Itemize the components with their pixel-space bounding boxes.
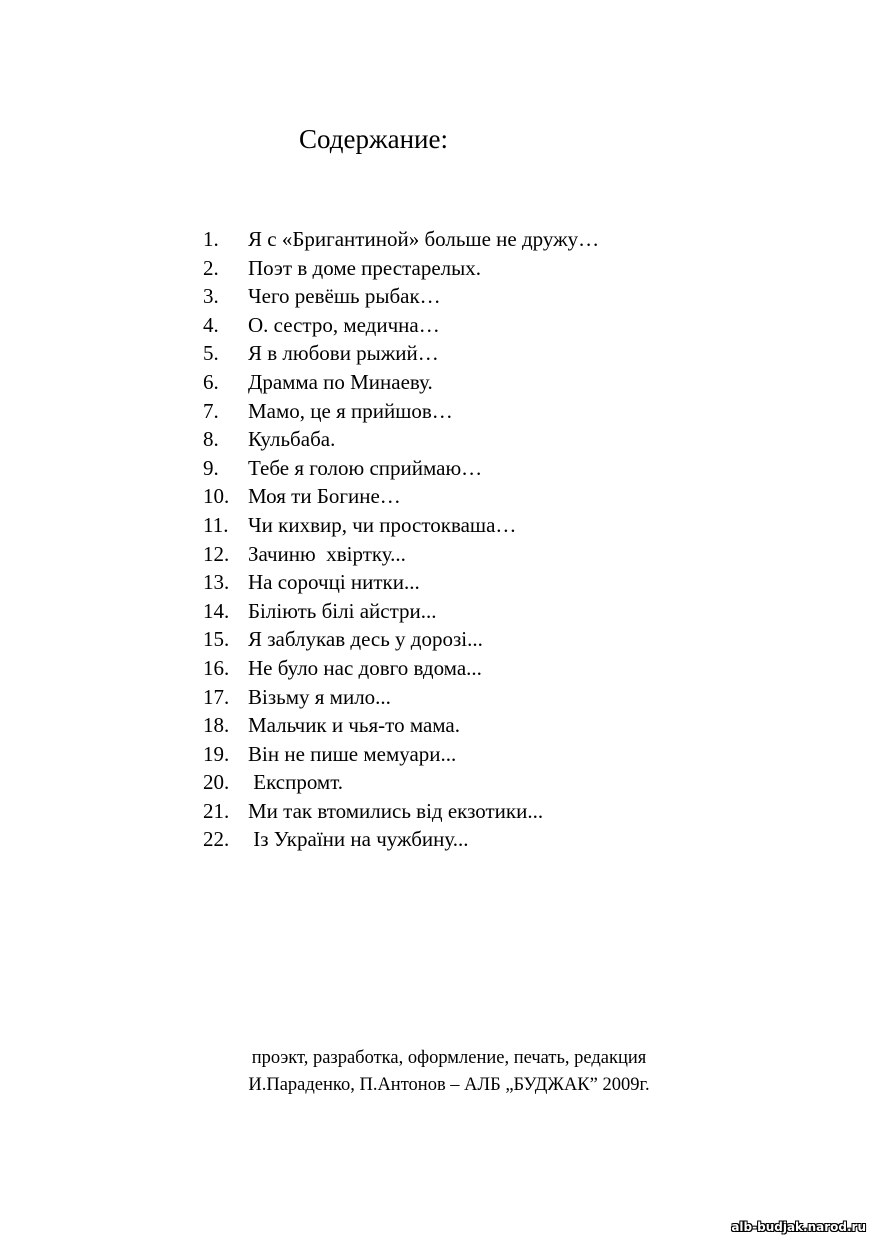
toc-item [203, 568, 599, 597]
toc-item-number: 17. [203, 684, 230, 709]
toc-item-title: Кульбаба. [248, 427, 336, 452]
toc-item-title: Я в любови рыжий… [248, 341, 439, 366]
toc-item-number: 8. [203, 427, 219, 452]
toc-item-title: Драмма по Минаеву. [248, 369, 433, 394]
toc-item-title: Біліють білі айстри... [248, 598, 437, 623]
toc-item-number: 9. [203, 455, 219, 480]
toc-item-number: 5. [203, 341, 219, 366]
toc-item-title: Експромт. [248, 770, 344, 795]
toc-item-number: 14. [203, 598, 230, 623]
toc-item-title: Чего ревёшь рыбак… [248, 284, 441, 309]
toc-item-title: Чи кихвир, чи простокваша… [248, 512, 517, 537]
toc-item [203, 425, 599, 454]
credits-line-1: проэкт, разработка, оформление, печать, редакция [251, 1048, 647, 1068]
toc-item-number: 3. [203, 284, 219, 309]
toc-item [203, 482, 599, 511]
toc-item-number: 16. [203, 655, 230, 680]
toc-item-number: 18. [203, 713, 230, 738]
toc-item [203, 282, 599, 311]
toc-item-number: 15. [203, 627, 230, 652]
toc-item [203, 740, 599, 769]
toc-item-number: 11. [203, 512, 229, 537]
toc-item [203, 797, 599, 826]
toc-item-title: Я заблукав десь у дорозі... [248, 627, 483, 652]
toc-item-number: 10. [203, 484, 230, 509]
credits-footer [0, 1045, 878, 1099]
toc-item-number: 4. [203, 312, 219, 337]
toc-item [203, 654, 599, 683]
toc-item [203, 511, 599, 540]
toc-item-number: 6. [203, 369, 219, 394]
credits-line-2: И.Параденко, П.Антонов – АЛБ „БУДЖАК” 2009г. [248, 1075, 650, 1095]
toc-item-number: 13. [203, 570, 230, 595]
toc-item-number: 22. [203, 827, 230, 852]
toc-item-number: 1. [203, 227, 219, 251]
toc-item [203, 254, 599, 283]
toc-item-number: 21. [203, 798, 230, 823]
toc-item-title: Мамо, це я прийшов… [248, 398, 453, 423]
toc-item-title: Із України на чужбину... [248, 827, 469, 852]
toc-item [203, 339, 599, 368]
site-watermark: alb-budjak.narod.ru [731, 1220, 866, 1234]
toc-item-title: Не було нас довго вдома... [248, 655, 482, 680]
toc-item [203, 368, 599, 397]
toc-item [203, 225, 599, 254]
toc-item-title: На сорочці нитки... [248, 570, 420, 595]
toc-item-title: Я с «Бригантиной» больше не дружу… [248, 227, 600, 251]
toc-item [203, 540, 599, 569]
toc-item-number: 2. [203, 255, 219, 280]
page-title: Содержание: [299, 124, 448, 154]
toc-item-title: Зачиню хвіртку... [248, 541, 406, 566]
toc-item [203, 683, 599, 712]
toc-item [203, 597, 599, 626]
toc-item-title: О. сестро, медична… [248, 312, 440, 337]
toc-item-title: Мальчик и чья-то мама. [248, 713, 460, 738]
toc-item [203, 311, 599, 340]
toc-item-number: 20. [203, 770, 230, 795]
toc-item [203, 768, 599, 797]
toc-item-number: 19. [203, 741, 230, 766]
toc-item-title: Він не пише мемуари... [248, 741, 457, 766]
toc-item [203, 625, 599, 654]
table-of-contents [203, 225, 599, 854]
toc-item [203, 397, 599, 426]
toc-item-number: 12. [203, 541, 230, 566]
toc-item [203, 454, 599, 483]
toc-item-title: Тебе я голою сприймаю… [248, 455, 483, 480]
toc-item [203, 825, 599, 854]
toc-item-title: Ми так втомились від екзотики... [248, 798, 544, 823]
toc-item [203, 711, 599, 740]
toc-item-number: 7. [203, 398, 219, 423]
toc-item-title: Візьму я мило... [248, 684, 391, 709]
toc-item-title: Моя ти Богине… [248, 484, 401, 509]
toc-item-title: Поэт в доме престарелых. [248, 255, 481, 280]
